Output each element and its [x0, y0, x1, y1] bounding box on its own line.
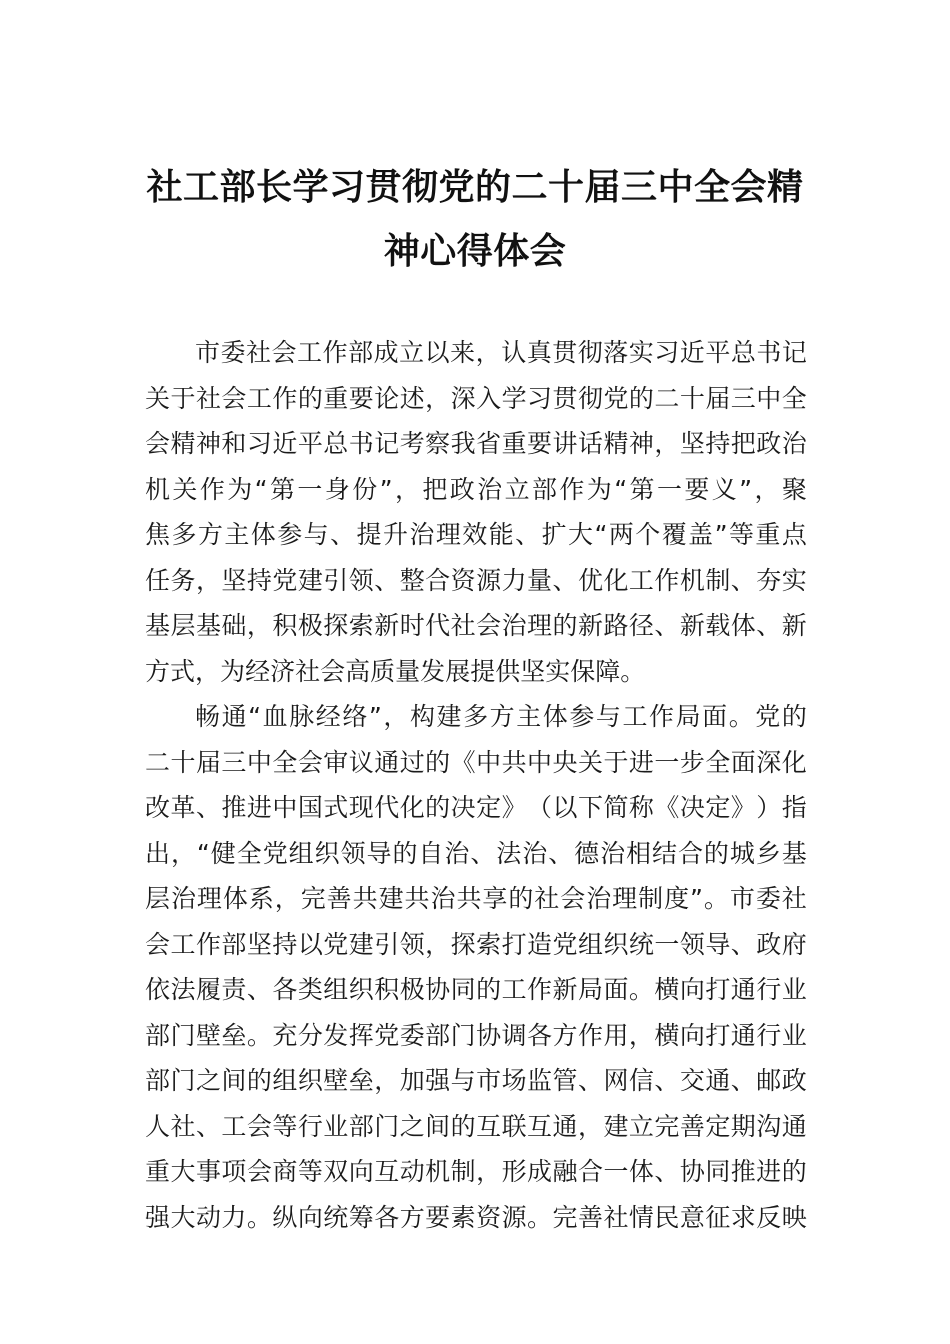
body-line: 层 治 理 体 系 ， 完 善 共 建 共 治 共 享 的 社 会 治 理 制 度 ” 。 市 委 社	[145, 884, 807, 913]
title-line-1: 社工部长学习贯彻党的二十届三中全会精	[146, 166, 804, 208]
body-line: 人 社 、 工 会 等 行 业 部 门 之 间 的 互 联 互 通 ， 建 立 完 善 定 期 沟 通	[145, 1111, 807, 1141]
body-line: 依 法 履 责 、 各 类 组 织 积 极 协 同 的 工 作 新 局 面 。 横 向 打 通 行 业	[145, 975, 807, 1004]
body-line: 机 关 作 为 “ 第 一 身 份 ” ， 把 政 治 立 部 作 为 “ 第 一 要 义 ” ， 聚	[145, 474, 807, 504]
body-line: 畅 通 “ 血 脉 经 络 ” ， 构 建 多 方 主 体 参 与 工 作 局 面 。 党 的	[195, 702, 807, 731]
body-line: 会 精 神 和 习 近 平 总 书 记 考 察 我 省 重 要 讲 话 精 神 ， 坚 持 把 政 治	[145, 429, 807, 458]
document-title	[145, 155, 805, 283]
body-line: 强 大 动 力 。 纵 向 统 筹 各 方 要 素 资 源 。 完 善 社 情 民 意 征 求 反 映	[145, 1202, 807, 1232]
body-line: 部 门 壁 垒 。 充 分 发 挥 党 委 部 门 协 调 各 方 作 用 ， 横 向 打 通 行 业	[145, 1020, 807, 1050]
body-line: 改 革 、 推 进 中 国 式 现 代 化 的 决 定 》 （ 以 下 简 称 《 决 定 》 ） 指	[145, 793, 807, 822]
body-line: 重 大 事 项 会 商 等 双 向 互 动 机 制 ， 形 成 融 合 一 体 、 协 同 推 进 的	[145, 1157, 807, 1186]
body-line: 出 ， “ 健 全 党 组 织 领 导 的 自 治 、 法 治 、 德 治 相 结 合 的 城 乡 基	[145, 838, 807, 868]
body-line: 焦 多 方 主 体 参 与 、 提 升 治 理 效 能 、 扩 大 “ 两 个 覆 盖 ” 等 重 点	[145, 520, 807, 549]
body-line: 基 层 基 础 ， 积 极 探 索 新 时 代 社 会 治 理 的 新 路 径 、 新 载 体 、 新	[145, 611, 807, 640]
body-line: 市 委 社 会 工 作 部 成 立 以 来 ， 认 真 贯 彻 落 实 习 近 平 总 书 记	[195, 338, 807, 367]
body-line: 方 式 ， 为 经 济 社 会 高 质 量 发 展 提 供 坚 实 保 障 。	[145, 656, 646, 686]
body-line: 任 务 ， 坚 持 党 建 引 领 、 整 合 资 源 力 量 、 优 化 工 作 机 制 、 夯 实	[145, 565, 807, 595]
body-line: 会 工 作 部 坚 持 以 党 建 引 领 ， 探 索 打 造 党 组 织 统 一 领 导 、 政 府	[145, 929, 807, 959]
body-line: 关 于 社 会 工 作 的 重 要 论 述 ， 深 入 学 习 贯 彻 党 的 二 十 届 三 中 全	[145, 383, 807, 413]
body-line: 部 门 之 间 的 组 织 壁 垒 ， 加 强 与 市 场 监 管 、 网 信 、 交 通 、 邮 政	[145, 1066, 807, 1095]
body-line: 二 十 届 三 中 全 会 审 议 通 过 的 《 中 共 中 央 关 于 进 一 步 全 面 深 化	[145, 747, 807, 777]
document-body	[145, 330, 807, 1240]
title-line-2: 神心得体会	[383, 230, 567, 272]
